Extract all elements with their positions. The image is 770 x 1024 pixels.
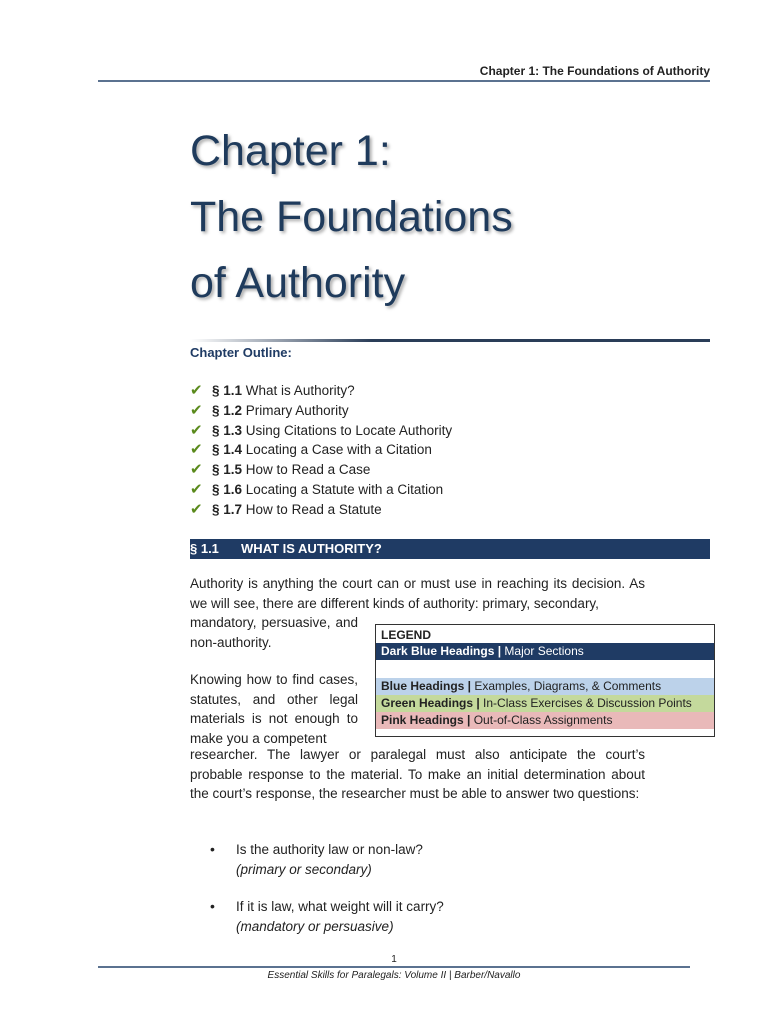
outline-item-text: Using Citations to Locate Authority xyxy=(245,422,453,438)
legend-row-dark-blue xyxy=(376,643,714,660)
checkmark-icon: ✔ xyxy=(190,480,203,498)
legend-row-label: Blue Headings | xyxy=(381,679,472,693)
outline-item-text: Primary Authority xyxy=(245,402,349,418)
checkmark-icon: ✔ xyxy=(190,382,203,399)
legend-row-pink xyxy=(376,712,714,729)
outline-item-text: Locating a Statute with a Citation xyxy=(245,481,444,497)
checkmark-icon: ✔ xyxy=(190,421,203,439)
chapter-title-line: Chapter 1: xyxy=(190,127,391,175)
legend-row-green xyxy=(376,695,714,712)
checkmark-icon: ✔ xyxy=(190,461,203,479)
outline-item-text: What is Authority? xyxy=(245,383,355,398)
footer-rule xyxy=(98,966,690,968)
bullet-icon: • xyxy=(210,841,215,857)
outline-item-text: How to Read a Case xyxy=(245,462,371,478)
outline-item xyxy=(190,381,452,401)
outline-item xyxy=(190,401,452,421)
outline-item-number: § 1.2 xyxy=(212,402,243,418)
legend-row-text: Major Sections xyxy=(501,644,584,658)
bullet-item xyxy=(210,840,444,879)
header-rule xyxy=(98,80,710,82)
outline-item-number: § 1.5 xyxy=(212,462,243,478)
legend-spacer xyxy=(376,660,714,678)
outline-item-number: § 1.3 xyxy=(212,422,243,438)
legend-row-text: In-Class Exercises & Discussion Points xyxy=(479,696,692,710)
outline-heading: Chapter Outline: xyxy=(190,345,292,360)
chapter-title xyxy=(190,118,710,316)
legend-row-label: Pink Headings | xyxy=(381,713,471,727)
outline-item xyxy=(190,480,452,500)
body-paragraph: mandatory, persuasive, and non-authority. xyxy=(190,615,358,650)
question-bullet-list xyxy=(210,840,444,954)
legend-row-label: Green Headings | xyxy=(381,696,480,710)
checkmark-icon: ✔ xyxy=(190,441,203,459)
outline-item-text: How to Read a Statute xyxy=(245,501,382,517)
legend-title: LEGEND xyxy=(381,628,432,642)
bullet-subtext: (primary or secondary) xyxy=(236,861,372,877)
bullet-subtext: (mandatory or persuasive) xyxy=(236,918,394,934)
page-number: 1 xyxy=(391,954,397,965)
bullet-icon: • xyxy=(210,898,215,914)
outline-item xyxy=(190,460,452,480)
section-number: § 1.1 xyxy=(190,541,219,556)
outline-item-number: § 1.7 xyxy=(212,501,243,517)
legend-box xyxy=(375,624,715,737)
chapter-outline-list xyxy=(190,381,452,520)
checkmark-icon: ✔ xyxy=(190,401,203,419)
title-rule xyxy=(190,339,710,342)
footer-text: Essential Skills for Paralegals: Volume II | Barber/Navallo xyxy=(267,970,521,981)
outline-item-number: § 1.4 xyxy=(212,442,243,458)
section-title: WHAT IS AUTHORITY? xyxy=(241,541,382,556)
bullet-item xyxy=(210,897,444,936)
body-paragraph: researcher. The lawyer or paralegal must also anticipate the court’s probable response to the material. To make an initial determination about the court’s response, the researcher must be able to answer two questions: xyxy=(190,747,645,802)
checkmark-icon: ✔ xyxy=(190,500,203,518)
outline-item xyxy=(190,421,452,441)
running-header: Chapter 1: The Foundations of Authority xyxy=(479,64,710,78)
bullet-text: Is the authority law or non-law? xyxy=(236,842,423,857)
section-heading-bar xyxy=(190,539,710,559)
outline-item-number: § 1.6 xyxy=(212,481,243,497)
body-paragraph: Authority is anything the court can or must use in reaching its decision. As we will see, there are different kinds of authority: primary, secondary, xyxy=(190,576,645,611)
outline-item-text: Locating a Case with a Citation xyxy=(245,442,432,458)
bullet-text: If it is law, what weight will it carry? xyxy=(236,899,444,914)
body-paragraph: Knowing how to find cases, statutes, and other legal materials is not enough to make you a competent xyxy=(190,672,358,746)
legend-row-text: Out-of-Class Assignments xyxy=(470,713,613,727)
legend-row-text: Examples, Diagrams, & Comments xyxy=(471,679,662,693)
legend-row-label: Dark Blue Headings | xyxy=(381,644,502,658)
legend-row-blue xyxy=(376,678,714,695)
chapter-title-line: The Foundations xyxy=(190,193,513,241)
outline-item-number: § 1.1 xyxy=(212,383,243,398)
outline-item xyxy=(190,500,452,520)
outline-item xyxy=(190,440,452,460)
chapter-title-line: of Authority xyxy=(190,259,406,307)
